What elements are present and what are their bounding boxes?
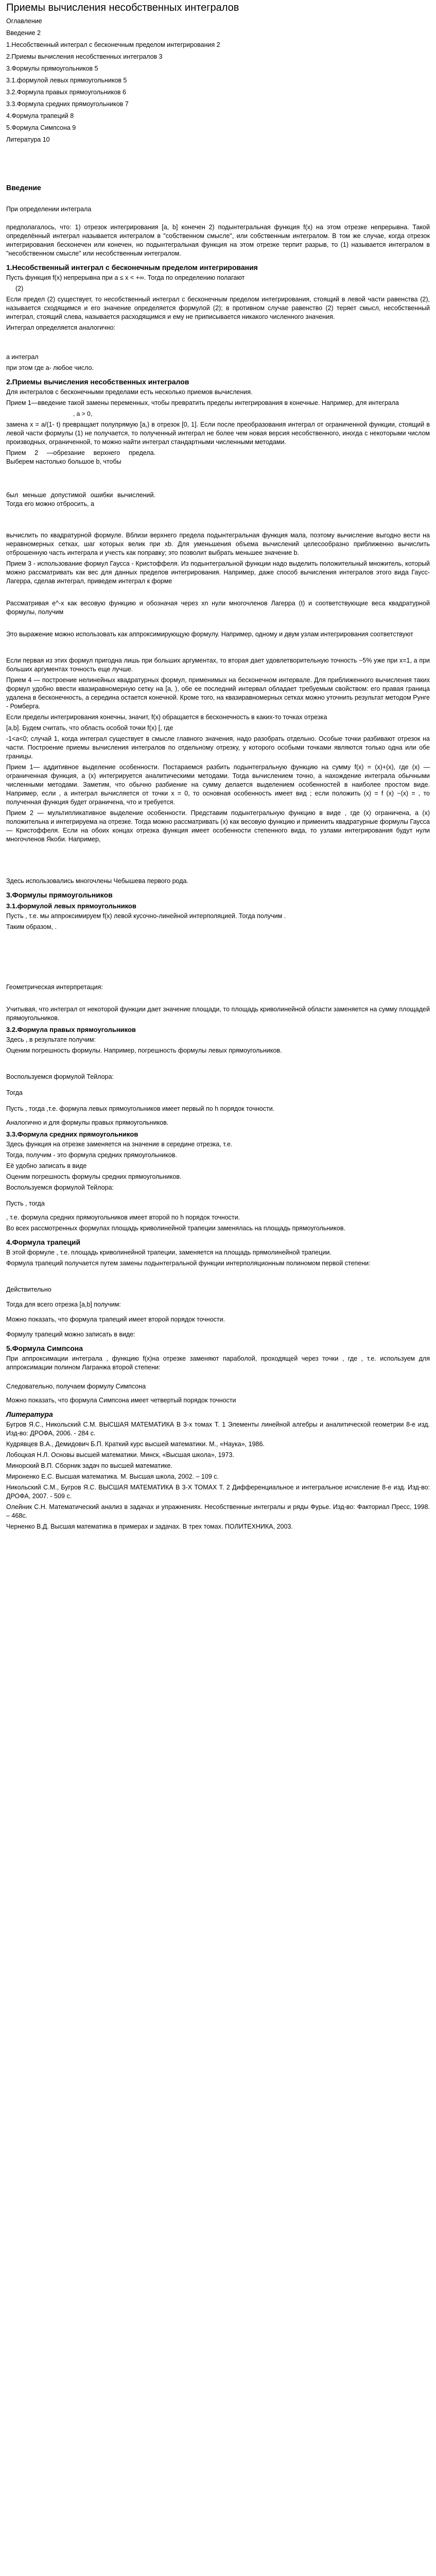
- table-of-contents: [6, 17, 430, 144]
- toc-item[interactable]: Литература 10: [6, 136, 50, 143]
- subsection-heading: 3.2.Формула правых прямоугольников: [6, 1026, 136, 1033]
- paragraph: Если предел (2) существует, то несобственный интеграл с бесконечным пределом интегрирования, стоящий в левой части равенства (2), называется сходящимся и его значение определяется формулой (2); в противном случае равенство (2) теряет смысл, несобственный интеграл, стоящий слева, называется расходящимся и ему не приписывается никакого численного значения.: [6, 296, 430, 320]
- paragraph: Пусть функция f(x) непрерывна при a ≤ x < +∞. Тогда по определению полагают: [6, 274, 245, 281]
- toc-item[interactable]: 3.Формулы прямоугольников 5: [6, 65, 98, 72]
- equation-number: (2): [15, 285, 24, 292]
- paragraph: Здесь использовались многочлены Чебышева первого рода.: [6, 877, 188, 885]
- toc-item[interactable]: 5.Формула Симпсона 9: [6, 124, 76, 131]
- paragraph: Таким образом, .: [6, 923, 57, 930]
- toc-item[interactable]: 3.3.Формула средних прямоугольников 7: [6, 100, 129, 108]
- reference-item: Черненко В.Д. Высшая математика в примерах и задачах. В трех томах. ПОЛИТЕХНИКА, 2003.: [6, 1523, 293, 1530]
- paragraph: Её удобно записать в виде: [6, 1162, 87, 1170]
- paragraph: замена x = a/(1- t) превращает полупрямую [a,) в отрезок [0, 1]. Если после преобразования интеграл от ограниченной функции, стоящий в левой части формулы (1) не получается, то полученный интеграл не более чем новая версия несобственного, иногда с некоторыми числом производных, ограниченной, то можно найти интеграл стандартными численными методами.: [6, 421, 430, 446]
- paragraph: Действительно: [6, 1286, 51, 1293]
- paragraph: Прием 2 —обрезание верхнего предела. Выберем настолько большое b, чтобы: [6, 449, 155, 465]
- reference-item: Никольский С.М., Бугров Я.С. ВЫСШАЯ МАТЕМАТИКА В 3-Х ТОМАХ Т. 2 Дифференциальное и интегральное исчисление 8-е изд. Изд-во: ДРОФА, 2007. - 509 с.: [6, 1484, 430, 1500]
- section-heading: Литература: [6, 1410, 53, 1418]
- paragraph: Пусть , тогда ,т.е. формула левых прямоугольников имеет первый по h порядок точности.: [6, 1105, 275, 1112]
- reference-item: Кудрявцев В.А., Демидович Б.П. Краткий курс высшей математики. М., «Наука», 1986.: [6, 1440, 265, 1448]
- paragraph: Тогда для всего отрезка [a,b] получим:: [6, 1301, 121, 1308]
- paragraph: Формула трапеций получается путем замены подынтегральной функции интерполяционным полиномом первой степени:: [6, 1260, 371, 1267]
- section-heading: 4.Формула трапеций: [6, 1238, 81, 1246]
- paragraph: Здесь , в результате получим:: [6, 1036, 96, 1043]
- toc-item[interactable]: 4.Формула трапеций 8: [6, 112, 74, 120]
- paragraph: Для интегралов с бесконечными пределами есть несколько приемов вычисления.: [6, 388, 253, 396]
- section-heading: 5.Формула Симпсона: [6, 1344, 83, 1352]
- document-title: Приемы вычисления несобственных интегралов: [6, 2, 239, 13]
- paragraph: Прием 1—введение такой замены переменных, чтобы превратить пределы интегрирования в конечные. Например, для интеграла: [6, 399, 399, 406]
- paragraph: При аппроксимации интеграла , функцию f(x)на отрезке заменяют параболой, проходящей через точки , где , т.е. используем для аппроксимации полином Лагранжа второй степени:: [6, 1355, 430, 1371]
- paragraph: Прием 4 — построение нелинейных квадратурных формул, применимых на бесконечном интервале. Для приближенного вычисления таких формул удобно ввести квазиравномерную сетку на [a, ), обе ее последний интервал обладает требуемым свойством: его правая граница удалена в бесконечность, а середина остается конечной. Кроме того, на квазиравномерных сетках можно уточнить результат методом Рунге - Ромберга.: [6, 676, 430, 710]
- paragraph: Интеграл определяется аналогично:: [6, 324, 116, 331]
- paragraph: Во всех рассмотренных формулах площадь криволинейной трапеции заменялась на площадь прямоугольников.: [6, 1225, 345, 1232]
- toc-item[interactable]: 2.Приемы вычисления несобственных интегралов 3: [6, 53, 163, 60]
- paragraph: Если первая из этих формул пригодна лишь при больших аргументах, то вторая дает удовлетворительную точность ~5% уже при x=1, а при больших аргументах точность еще лучше.: [6, 657, 430, 673]
- section-heading: 2.Приемы вычисления несобственных интегралов: [6, 378, 189, 386]
- toc-title: Оглавление: [6, 18, 42, 25]
- paragraph: , т.е. формула средних прямоугольников имеет второй по h порядок точности.: [6, 1214, 240, 1221]
- reference-item: Минорский В.П. Сборник задач по высшей математике.: [6, 1462, 172, 1469]
- reference-item: Олейник С.Н. Математический анализ в задачах и упражнениях. Несобственные интегралы и ряды Фурье. Изд-во: Факториал Пресс, 1998. – 468с.: [6, 1503, 430, 1519]
- paragraph: Формулу трапеций можно записать в виде:: [6, 1331, 135, 1338]
- paragraph: Прием 3 - использование формул Гаусса - Кристоффеля. Из подынтегральной функции надо выделить положительный множитель, который можно рассматривать как вес для данных пределов интегрирования. Например, даже способ вычисления интегралов этого вида Гаусс-Лагерра, сделав интеграл, приведем интеграл к форме: [6, 560, 430, 585]
- paragraph: Можно показать, что формула трапеций имеет второй порядок точности.: [6, 1316, 225, 1323]
- paragraph: [a,b]. Будем считать, что область особой точки f(x) [, где: [6, 724, 173, 732]
- paragraph: был меньше допустимой ошибки вычислений. Тогда его можно отбросить, а: [6, 492, 155, 507]
- toc-item[interactable]: 3.1.формулой левых прямоугольников 5: [6, 77, 127, 84]
- paragraph: Аналогично и для формулы правых прямоугольников.: [6, 1119, 169, 1126]
- paragraph: Здесь функция на отрезке заменяется на значение в середине отрезка, т.е.: [6, 1141, 233, 1148]
- section-heading: Введение: [6, 183, 41, 192]
- formula: , a > 0,: [73, 410, 93, 417]
- toc-item[interactable]: Введение 2: [6, 29, 41, 37]
- paragraph: В этой формуле , т.е. площадь криволинейной трапеции, заменяется на площадь прямолинейной трапеции.: [6, 1249, 332, 1256]
- paragraph: -1<a<0; случай 1, когда интеграл существует в смысле главного значения, надо разобрать отдельно. Особые точки разбивают отрезок на части. Построение приемы вычисления интегралов по отдельному отрезку, у которого особыми точками являются только одна или обе границы.: [6, 735, 430, 760]
- paragraph: Учитывая, что интеграл от некоторой функции дает значение площади, то площадь криволинейной области заменяется на сумму площадей прямоугольников.: [6, 1006, 430, 1022]
- toc-item[interactable]: 3.2.Формула правых прямоугольников 6: [6, 89, 126, 96]
- paragraph: Если пределы интегрирования конечны, значит, f(x) обращается в бесконечность в каких-то точках отрезка: [6, 714, 327, 721]
- paragraph: предполагалось, что: 1) отрезок интегрирования [a, b] конечен 2) подынтегральная функция f(x) на этом отрезке непрерывна. Такой определённый интеграл называется интегралом в "собственном смысле", или собственным интегралом. В том же случае, когда отрезок интегрирования бесконечен или конечен, но подынтегральная функция на этом отрезке терпит разрыв, то (1) называется интегралом в "несобственном смысле" или несобственным интегралом.: [6, 224, 430, 257]
- paragraph: Следовательно, получаем формулу Симпсона: [6, 1383, 146, 1390]
- paragraph: При определении интеграла: [6, 206, 92, 213]
- paragraph: Рассматривая e^-x как весовую функцию и обозначая через xn нули многочленов Лагерра (t) и соответствующие веса квадратурной формулы, получим: [6, 600, 430, 616]
- paragraph: Оценим погрешность формулы средних прямоугольников.: [6, 1173, 182, 1180]
- paragraph: Геометрическая интерпретация:: [6, 984, 103, 991]
- subsection-heading: 3.1.формулой левых прямоугольников: [6, 902, 136, 910]
- paragraph: Прием 2 — мультипликативное выделение особенности. Представим подынтегральную функцию в виде , где (x) ограничена, а (x) положительна и интегрируема на отрезке. Тогда можно рассматривать (x) как весовую функцию и применить квадратурные формулы Гаусса — Кристоффеля. Если на обоих концах отрезка функция имеет особенности степенного вида, то узлами интегрирования будут нули многочленов Якоби. Например,: [6, 809, 430, 843]
- paragraph: Можно показать, что формула Симпсона имеет четвертый порядок точности: [6, 1397, 236, 1404]
- paragraph: вычислить по квадратурной формуле. Вблизи верхнего предела подынтегральная функция мала, поэтому вычисление выгодно вести на неравномерных сетках, шаг которых велик при xb. Для уменьшения объема вычислений целесообразно приближенно вычислить отброшенную часть интеграла и учесть как поправку; это позволит выбрать меньшее значение b.: [6, 532, 430, 556]
- paragraph: Воспользуемся формулой Тейлора:: [6, 1184, 114, 1191]
- paragraph: Тогда, получим - это формула средних прямоугольников.: [6, 1151, 177, 1159]
- paragraph: Пусть , тогда: [6, 1200, 45, 1207]
- section-heading: 3.Формулы прямоугольников: [6, 891, 113, 899]
- paragraph: Воспользуемся формулой Тейлора:: [6, 1073, 114, 1080]
- paragraph: Пусть , т.е. мы аппроксимируем f(x) левой кусочно-линейной интерполяцией. Тогда получим .: [6, 912, 286, 920]
- paragraph: при этом где а- любое число.: [6, 364, 94, 371]
- reference-item: Бугров Я.С., Никольский С.М. ВЫСШАЯ МАТЕМАТИКА В 3-х томах Т. 1 Элементы линейной алгебры и аналитической геометрии 8-е изд. Изд-во: ДРОФА, 2006. - 284 с.: [6, 1421, 430, 1437]
- paragraph: Прием 1— аддитивное выделение особенности. Постараемся разбить подынтегральную функцию на сумму f(x) = (x)+(x), где (x) — ограниченная функция, а (x) интегрируется аналитическими методами. Тогда вычислением точно, а нахождение интеграла обычными численными методами. Заметим, что обычно разбиение на сумму делается выделением особенностей в наиболее простом виде. Например, если , а интеграл вычисляется от точки x = 0, то основная особенность имеет вид ; если положить (x) = f (x) −(x) = , то полученная функция будет ограничена, что и требуется.: [6, 764, 430, 806]
- toc-item[interactable]: 1.Несобственный интеграл с бесконечным пределом интегрирования 2: [6, 41, 220, 48]
- reference-item: Лобоцкая Н.Л. Основы высшей математики. Минск, «Высшая школа», 1973.: [6, 1451, 234, 1459]
- paragraph: Это выражение можно использовать как аппроксимирующую формулу. Например, одному и двум узлам интегрирования соответствуют: [6, 631, 413, 638]
- paragraph: Оценим погрешность формулы. Например, погрешность формулы левых прямоугольников.: [6, 1047, 282, 1054]
- paragraph: Тогда: [6, 1089, 23, 1096]
- section-heading: 1.Несобственный интеграл с бесконечным пределом интегрирования: [6, 263, 258, 272]
- subsection-heading: 3.3.Формула средних прямоугольников: [6, 1130, 138, 1138]
- reference-item: Мироненко Е.С. Высшая математика. М. Высшая школа, 2002. – 109 с.: [6, 1473, 219, 1480]
- paragraph: а интеграл: [6, 353, 39, 361]
